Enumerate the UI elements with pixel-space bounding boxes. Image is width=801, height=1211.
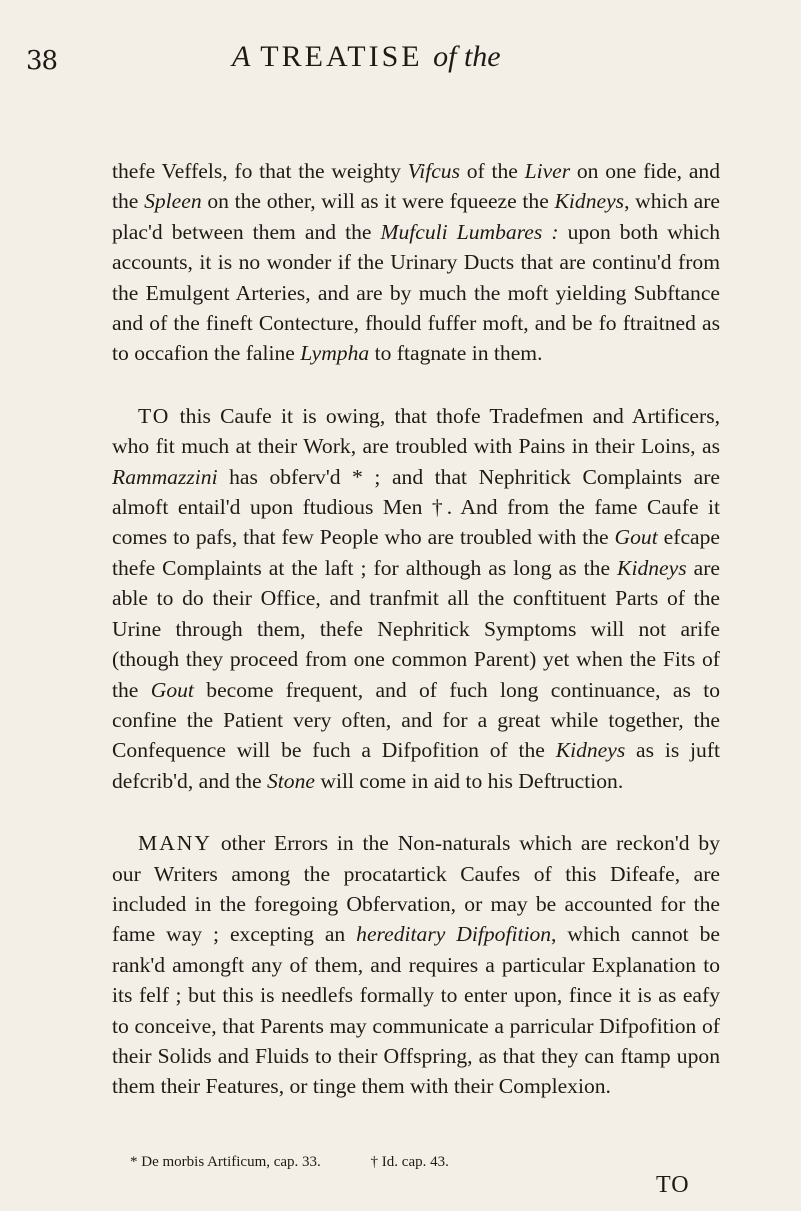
italic-run: Vifcus: [407, 159, 460, 183]
running-head: [232, 40, 501, 74]
italic-run: Lympha: [300, 341, 370, 366]
catchword: TO: [656, 1172, 690, 1198]
paragraph-lead: MANY: [138, 831, 212, 856]
text-run: other Errors in the Non-naturals which are reckon'd by our Writers among the procatartick Caufes of this Difeafe, are included in the foregoing Obfervation, or may be accounted for the fame way ; excepting an: [112, 831, 720, 947]
italic-run: Rammazzini: [112, 464, 218, 489]
text-run: , which are plac'd between them and the: [112, 189, 720, 244]
text-run: of the: [460, 159, 525, 183]
running-head-title: TREATISE: [260, 40, 423, 73]
paragraph-1: [112, 156, 720, 369]
text-run: , which cannot be rank'd amongft any of them, and requires a particular Explanation to its felf ; but this is needlefs formally to enter upon, fince it is as eafy to conceive, that Parents may communicate a parricular Difpofition of their Solids and Fluids to their Offspring, as that they can ftamp upon them their Features, or tinge them with their Complexion.: [112, 922, 720, 1099]
text-run: this Caufe it is owing, that thofe Tradefmen and Artificers, who fit much at their Work, are troubled with Pains in their Loins, as: [112, 403, 720, 459]
italic-run: Stone: [266, 768, 315, 793]
italic-run: Mufculi Lumbares :: [380, 219, 559, 244]
paragraph-2: [112, 401, 720, 796]
text-run: are able to do their Office, and tranfmit all the conftituent Parts of the Urine through them, thefe Nephritick Symptoms will not arife (though they proceed from one common Parent) yet when the Fits of the: [112, 555, 720, 702]
text-run: has obferv'd * ; and that Nephritick Complaints are almoft entail'd upon ftudious Men †. And from the fame Caufe it comes to pafs, that few People who are troubled with the: [112, 464, 720, 550]
text-run: thefe Veffels, fo that the weighty: [112, 159, 408, 183]
text-run: to ftagnate in them.: [369, 341, 543, 366]
italic-run: Kidneys: [554, 189, 625, 214]
italic-run: Kidneys: [617, 555, 687, 580]
italic-run: Liver: [524, 159, 571, 183]
text-run: on the other, will as it were fqueeze the: [201, 189, 555, 214]
paragraph-3: [112, 828, 720, 1102]
italic-run: Gout: [150, 677, 194, 702]
italic-run: Gout: [614, 525, 658, 550]
italic-run: hereditary Difpofition: [356, 922, 552, 947]
running-head-article: A: [232, 40, 251, 73]
paragraph-lead: TO: [138, 403, 171, 428]
body-text: [112, 156, 720, 1102]
running-head-tail: of the: [433, 40, 501, 73]
text-run: efcape thefe Complaints at the laft ; for although as long as the: [112, 525, 720, 580]
italic-run: Spleen: [144, 189, 202, 214]
text-run: will come in aid to his Deftruction.: [314, 768, 624, 793]
page-number: 38: [26, 46, 58, 76]
footnote-2: † Id. cap. 43.: [370, 1154, 449, 1170]
italic-run: Kidneys: [555, 738, 626, 763]
text-run: on one fide, and the: [112, 159, 720, 214]
footnotes: [130, 1154, 449, 1171]
footnote-1: * De morbis Artificum, cap. 33.: [130, 1154, 321, 1170]
text-run: as is juft defcrib'd, and the: [112, 738, 721, 793]
text-run: become frequent, and of fuch long continuance, as to confine the Patient very often, and for a great while together, the Confequence will be fuch a Difpofition of the: [112, 677, 720, 763]
text-run: upon both which accounts, it is no wonder if the Urinary Ducts that are continu'd from the Emulgent Arteries, and are by much the moft yielding Subftance and of the fineft Contecture, fhould fuffer moft, and be fo ftraitned as to occafion the faline: [112, 219, 720, 366]
